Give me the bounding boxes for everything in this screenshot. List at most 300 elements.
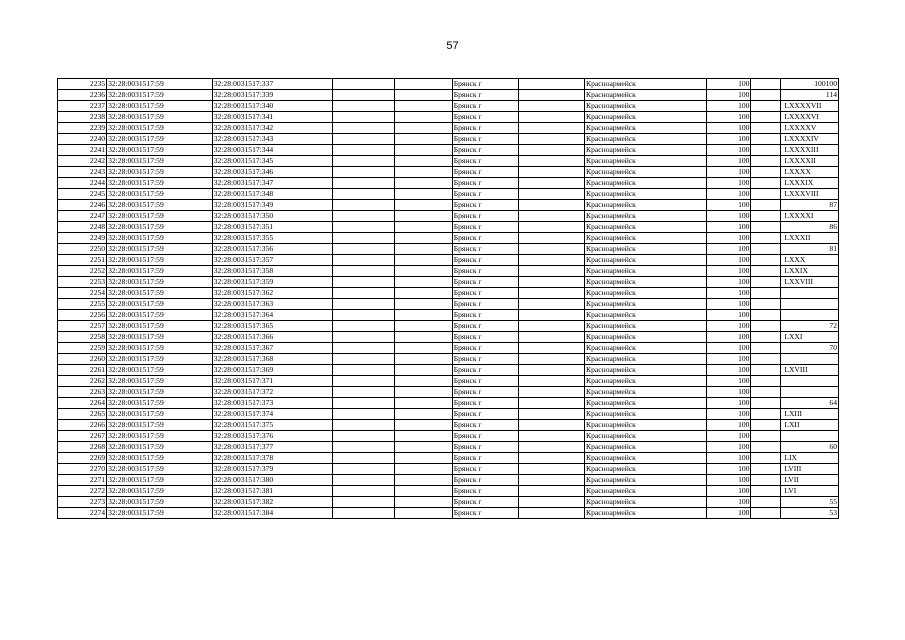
row-number-cell: 2260 — [58, 354, 107, 365]
table-row — [58, 354, 839, 365]
empty-cell — [518, 90, 584, 101]
row-number-cell: 2267 — [58, 431, 107, 442]
empty-cell — [518, 244, 584, 255]
row-number-cell: 2236 — [58, 90, 107, 101]
table-row — [58, 453, 839, 464]
cadastral-number-cell: 32:28:0031517:377 — [212, 442, 333, 453]
plot-label-cell: 114 — [781, 90, 839, 101]
city-cell: Брянск г — [452, 442, 518, 453]
empty-cell — [518, 167, 584, 178]
district-cell: Красноармейск — [585, 123, 707, 134]
district-cell: Красноармейск — [585, 442, 707, 453]
row-number-cell: 2240 — [58, 134, 107, 145]
city-cell: Брянск г — [452, 244, 518, 255]
cadastral-number-cell: 32:28:0031517:341 — [212, 112, 333, 123]
parent-cadastral-cell: 32:28:0031517:59 — [107, 387, 213, 398]
cadastral-number-cell: 32:28:0031517:343 — [212, 134, 333, 145]
empty-cell — [751, 189, 781, 200]
empty-cell — [751, 134, 781, 145]
plot-label-cell: LXXXXIII — [781, 145, 839, 156]
row-number-cell: 2235 — [58, 79, 107, 90]
table-row — [58, 255, 839, 266]
plot-label-cell: LVIII — [781, 464, 839, 475]
district-cell: Красноармейск — [585, 167, 707, 178]
cadastral-number-cell: 32:28:0031517:351 — [212, 222, 333, 233]
empty-cell — [395, 376, 453, 387]
empty-cell — [751, 332, 781, 343]
city-cell: Брянск г — [452, 332, 518, 343]
parent-cadastral-cell: 32:28:0031517:59 — [107, 233, 213, 244]
parent-cadastral-cell: 32:28:0031517:59 — [107, 222, 213, 233]
cadastral-number-cell: 32:28:0031517:344 — [212, 145, 333, 156]
empty-cell — [333, 200, 395, 211]
cadastral-number-cell: 32:28:0031517:355 — [212, 233, 333, 244]
table-row — [58, 112, 839, 123]
page-number: 57 — [446, 40, 459, 52]
area-cell: 100 — [706, 398, 751, 409]
city-cell: Брянск г — [452, 112, 518, 123]
empty-cell — [518, 200, 584, 211]
parent-cadastral-cell: 32:28:0031517:59 — [107, 112, 213, 123]
plot-label-cell: 81 — [781, 244, 839, 255]
district-cell: Красноармейск — [585, 343, 707, 354]
empty-cell — [751, 387, 781, 398]
parent-cadastral-cell: 32:28:0031517:59 — [107, 442, 213, 453]
table-row — [58, 310, 839, 321]
district-cell: Красноармейск — [585, 101, 707, 112]
empty-cell — [333, 123, 395, 134]
area-cell: 100 — [706, 354, 751, 365]
empty-cell — [395, 431, 453, 442]
area-cell: 100 — [706, 508, 751, 519]
empty-cell — [395, 497, 453, 508]
row-number-cell: 2268 — [58, 442, 107, 453]
empty-cell — [518, 255, 584, 266]
empty-cell — [333, 156, 395, 167]
plot-label-cell — [781, 288, 839, 299]
cadastral-number-cell: 32:28:0031517:375 — [212, 420, 333, 431]
empty-cell — [395, 332, 453, 343]
empty-cell — [518, 310, 584, 321]
empty-cell — [518, 475, 584, 486]
district-cell: Красноармейск — [585, 398, 707, 409]
cadastral-number-cell: 32:28:0031517:368 — [212, 354, 333, 365]
empty-cell — [333, 420, 395, 431]
empty-cell — [518, 101, 584, 112]
area-cell: 100 — [706, 101, 751, 112]
cadastral-number-cell: 32:28:0031517:358 — [212, 266, 333, 277]
empty-cell — [751, 277, 781, 288]
plot-label-cell: 100100 — [781, 79, 839, 90]
area-cell: 100 — [706, 167, 751, 178]
empty-cell — [333, 189, 395, 200]
empty-cell — [751, 156, 781, 167]
area-cell: 100 — [706, 255, 751, 266]
table-row — [58, 398, 839, 409]
empty-cell — [751, 211, 781, 222]
cadastral-number-cell: 32:28:0031517:339 — [212, 90, 333, 101]
table-body — [58, 79, 839, 519]
empty-cell — [518, 409, 584, 420]
empty-cell — [518, 442, 584, 453]
empty-cell — [395, 101, 453, 112]
empty-cell — [395, 244, 453, 255]
row-number-cell: 2237 — [58, 101, 107, 112]
table-row — [58, 442, 839, 453]
row-number-cell: 2273 — [58, 497, 107, 508]
empty-cell — [751, 376, 781, 387]
empty-cell — [751, 266, 781, 277]
area-cell: 100 — [706, 200, 751, 211]
plot-label-cell — [781, 387, 839, 398]
city-cell: Брянск г — [452, 288, 518, 299]
parent-cadastral-cell: 32:28:0031517:59 — [107, 200, 213, 211]
city-cell: Брянск г — [452, 486, 518, 497]
row-number-cell: 2264 — [58, 398, 107, 409]
empty-cell — [518, 134, 584, 145]
cadastral-number-cell: 32:28:0031517:356 — [212, 244, 333, 255]
row-number-cell: 2254 — [58, 288, 107, 299]
district-cell: Красноармейск — [585, 90, 707, 101]
empty-cell — [751, 178, 781, 189]
empty-cell — [751, 244, 781, 255]
empty-cell — [751, 288, 781, 299]
table-row — [58, 321, 839, 332]
empty-cell — [395, 222, 453, 233]
city-cell: Брянск г — [452, 178, 518, 189]
empty-cell — [333, 145, 395, 156]
area-cell: 100 — [706, 365, 751, 376]
city-cell: Брянск г — [452, 398, 518, 409]
row-number-cell: 2255 — [58, 299, 107, 310]
district-cell: Красноармейск — [585, 475, 707, 486]
table-row — [58, 79, 839, 90]
empty-cell — [751, 497, 781, 508]
cadastral-number-cell: 32:28:0031517:357 — [212, 255, 333, 266]
area-cell: 100 — [706, 145, 751, 156]
row-number-cell: 2249 — [58, 233, 107, 244]
area-cell: 100 — [706, 321, 751, 332]
empty-cell — [333, 112, 395, 123]
empty-cell — [395, 409, 453, 420]
empty-cell — [333, 266, 395, 277]
district-cell: Красноармейск — [585, 145, 707, 156]
area-cell: 100 — [706, 332, 751, 343]
empty-cell — [333, 365, 395, 376]
plot-label-cell — [781, 376, 839, 387]
empty-cell — [751, 321, 781, 332]
cadastral-number-cell: 32:28:0031517:347 — [212, 178, 333, 189]
table-row — [58, 464, 839, 475]
empty-cell — [518, 178, 584, 189]
district-cell: Красноармейск — [585, 376, 707, 387]
plot-label-cell: 86 — [781, 222, 839, 233]
empty-cell — [751, 200, 781, 211]
empty-cell — [751, 255, 781, 266]
row-number-cell: 2262 — [58, 376, 107, 387]
city-cell: Брянск г — [452, 145, 518, 156]
row-number-cell: 2251 — [58, 255, 107, 266]
parent-cadastral-cell: 32:28:0031517:59 — [107, 167, 213, 178]
empty-cell — [333, 431, 395, 442]
empty-cell — [395, 464, 453, 475]
empty-cell — [518, 233, 584, 244]
district-cell: Красноармейск — [585, 464, 707, 475]
empty-cell — [518, 288, 584, 299]
empty-cell — [395, 123, 453, 134]
plot-label-cell: LXVIII — [781, 365, 839, 376]
district-cell: Красноармейск — [585, 244, 707, 255]
empty-cell — [395, 442, 453, 453]
table-row — [58, 486, 839, 497]
table-row — [58, 409, 839, 420]
cadastral-number-cell: 32:28:0031517:376 — [212, 431, 333, 442]
cadastral-number-cell: 32:28:0031517:340 — [212, 101, 333, 112]
empty-cell — [518, 189, 584, 200]
empty-cell — [395, 486, 453, 497]
table-row — [58, 277, 839, 288]
cadastral-number-cell: 32:28:0031517:364 — [212, 310, 333, 321]
empty-cell — [395, 299, 453, 310]
city-cell: Брянск г — [452, 420, 518, 431]
empty-cell — [333, 387, 395, 398]
table-row — [58, 244, 839, 255]
empty-cell — [395, 156, 453, 167]
cadastral-number-cell: 32:28:0031517:374 — [212, 409, 333, 420]
empty-cell — [333, 167, 395, 178]
empty-cell — [395, 90, 453, 101]
district-cell: Красноармейск — [585, 387, 707, 398]
district-cell: Красноармейск — [585, 79, 707, 90]
table-row — [58, 156, 839, 167]
row-number-cell: 2274 — [58, 508, 107, 519]
district-cell: Красноармейск — [585, 112, 707, 123]
cadastral-number-cell: 32:28:0031517:381 — [212, 486, 333, 497]
empty-cell — [751, 101, 781, 112]
empty-cell — [333, 90, 395, 101]
plot-label-cell: LVI — [781, 486, 839, 497]
table-row — [58, 200, 839, 211]
city-cell: Брянск г — [452, 387, 518, 398]
cadastral-number-cell: 32:28:0031517:362 — [212, 288, 333, 299]
empty-cell — [518, 486, 584, 497]
area-cell: 100 — [706, 288, 751, 299]
table-row — [58, 222, 839, 233]
row-number-cell: 2271 — [58, 475, 107, 486]
city-cell: Брянск г — [452, 464, 518, 475]
plot-label-cell: LXXVIII — [781, 277, 839, 288]
table-row — [58, 299, 839, 310]
parent-cadastral-cell: 32:28:0031517:59 — [107, 255, 213, 266]
parent-cadastral-cell: 32:28:0031517:59 — [107, 90, 213, 101]
area-cell: 100 — [706, 277, 751, 288]
area-cell: 100 — [706, 475, 751, 486]
cadastral-number-cell: 32:28:0031517:348 — [212, 189, 333, 200]
empty-cell — [333, 178, 395, 189]
district-cell: Красноармейск — [585, 233, 707, 244]
city-cell: Брянск г — [452, 200, 518, 211]
plot-label-cell: LXXXIX — [781, 178, 839, 189]
parent-cadastral-cell: 32:28:0031517:59 — [107, 299, 213, 310]
parent-cadastral-cell: 32:28:0031517:59 — [107, 266, 213, 277]
land-plot-table — [57, 78, 839, 519]
parent-cadastral-cell: 32:28:0031517:59 — [107, 475, 213, 486]
empty-cell — [395, 365, 453, 376]
cadastral-number-cell: 32:28:0031517:345 — [212, 156, 333, 167]
plot-label-cell: LIX — [781, 453, 839, 464]
empty-cell — [333, 508, 395, 519]
city-cell: Брянск г — [452, 409, 518, 420]
parent-cadastral-cell: 32:28:0031517:59 — [107, 365, 213, 376]
district-cell: Красноармейск — [585, 277, 707, 288]
parent-cadastral-cell: 32:28:0031517:59 — [107, 343, 213, 354]
empty-cell — [395, 310, 453, 321]
area-cell: 100 — [706, 123, 751, 134]
city-cell: Брянск г — [452, 354, 518, 365]
empty-cell — [395, 178, 453, 189]
parent-cadastral-cell: 32:28:0031517:59 — [107, 420, 213, 431]
empty-cell — [395, 387, 453, 398]
empty-cell — [518, 112, 584, 123]
table-row — [58, 332, 839, 343]
parent-cadastral-cell: 32:28:0031517:59 — [107, 134, 213, 145]
empty-cell — [518, 277, 584, 288]
empty-cell — [518, 508, 584, 519]
parent-cadastral-cell: 32:28:0031517:59 — [107, 277, 213, 288]
city-cell: Брянск г — [452, 475, 518, 486]
empty-cell — [333, 211, 395, 222]
district-cell: Красноармейск — [585, 497, 707, 508]
table-row — [58, 145, 839, 156]
empty-cell — [395, 343, 453, 354]
empty-cell — [333, 343, 395, 354]
area-cell: 100 — [706, 409, 751, 420]
city-cell: Брянск г — [452, 211, 518, 222]
empty-cell — [395, 288, 453, 299]
empty-cell — [395, 200, 453, 211]
table-row — [58, 123, 839, 134]
cadastral-number-cell: 32:28:0031517:378 — [212, 453, 333, 464]
parent-cadastral-cell: 32:28:0031517:59 — [107, 376, 213, 387]
empty-cell — [518, 332, 584, 343]
empty-cell — [518, 420, 584, 431]
parent-cadastral-cell: 32:28:0031517:59 — [107, 486, 213, 497]
area-cell: 100 — [706, 464, 751, 475]
city-cell: Брянск г — [452, 299, 518, 310]
parent-cadastral-cell: 32:28:0031517:59 — [107, 464, 213, 475]
table-row — [58, 233, 839, 244]
parent-cadastral-cell: 32:28:0031517:59 — [107, 398, 213, 409]
plot-label-cell: 72 — [781, 321, 839, 332]
district-cell: Красноармейск — [585, 321, 707, 332]
empty-cell — [751, 365, 781, 376]
plot-label-cell: LXXXII — [781, 233, 839, 244]
empty-cell — [518, 464, 584, 475]
plot-label-cell: LXII — [781, 420, 839, 431]
empty-cell — [333, 277, 395, 288]
empty-cell — [518, 211, 584, 222]
plot-label-cell: LXXXXV — [781, 123, 839, 134]
district-cell: Красноармейск — [585, 178, 707, 189]
empty-cell — [333, 464, 395, 475]
row-number-cell: 2272 — [58, 486, 107, 497]
empty-cell — [751, 431, 781, 442]
area-cell: 100 — [706, 486, 751, 497]
empty-cell — [333, 376, 395, 387]
empty-cell — [333, 486, 395, 497]
parent-cadastral-cell: 32:28:0031517:59 — [107, 310, 213, 321]
row-number-cell: 2242 — [58, 156, 107, 167]
parent-cadastral-cell: 32:28:0031517:59 — [107, 431, 213, 442]
district-cell: Красноармейск — [585, 222, 707, 233]
empty-cell — [518, 365, 584, 376]
table-row — [58, 420, 839, 431]
empty-cell — [395, 354, 453, 365]
empty-cell — [395, 189, 453, 200]
plot-label-cell: 87 — [781, 200, 839, 211]
empty-cell — [395, 112, 453, 123]
empty-cell — [333, 233, 395, 244]
empty-cell — [518, 266, 584, 277]
area-cell: 100 — [706, 178, 751, 189]
district-cell: Красноармейск — [585, 431, 707, 442]
empty-cell — [751, 112, 781, 123]
table-row — [58, 211, 839, 222]
plot-label-cell: LVII — [781, 475, 839, 486]
empty-cell — [751, 343, 781, 354]
cadastral-number-cell: 32:28:0031517:372 — [212, 387, 333, 398]
row-number-cell: 2258 — [58, 332, 107, 343]
area-cell: 100 — [706, 299, 751, 310]
district-cell: Красноармейск — [585, 134, 707, 145]
district-cell: Красноармейск — [585, 200, 707, 211]
plot-label-cell: 55 — [781, 497, 839, 508]
plot-label-cell: LXXXXI — [781, 211, 839, 222]
area-cell: 100 — [706, 189, 751, 200]
cadastral-number-cell: 32:28:0031517:382 — [212, 497, 333, 508]
row-number-cell: 2253 — [58, 277, 107, 288]
cadastral-number-cell: 32:28:0031517:366 — [212, 332, 333, 343]
empty-cell — [518, 387, 584, 398]
cadastral-number-cell: 32:28:0031517:346 — [212, 167, 333, 178]
district-cell: Красноармейск — [585, 255, 707, 266]
city-cell: Брянск г — [452, 255, 518, 266]
cadastral-number-cell: 32:28:0031517:384 — [212, 508, 333, 519]
table-row — [58, 343, 839, 354]
plot-label-cell — [781, 299, 839, 310]
empty-cell — [751, 145, 781, 156]
empty-cell — [751, 123, 781, 134]
district-cell: Красноармейск — [585, 453, 707, 464]
district-cell: Красноармейск — [585, 508, 707, 519]
plot-label-cell — [781, 310, 839, 321]
empty-cell — [518, 343, 584, 354]
city-cell: Брянск г — [452, 90, 518, 101]
row-number-cell: 2250 — [58, 244, 107, 255]
district-cell: Красноармейск — [585, 409, 707, 420]
empty-cell — [395, 321, 453, 332]
district-cell: Красноармейск — [585, 420, 707, 431]
area-cell: 100 — [706, 211, 751, 222]
cadastral-number-cell: 32:28:0031517:363 — [212, 299, 333, 310]
district-cell: Красноармейск — [585, 310, 707, 321]
city-cell: Брянск г — [452, 266, 518, 277]
area-cell: 100 — [706, 156, 751, 167]
empty-cell — [395, 255, 453, 266]
empty-cell — [751, 233, 781, 244]
table-row — [58, 431, 839, 442]
empty-cell — [333, 453, 395, 464]
